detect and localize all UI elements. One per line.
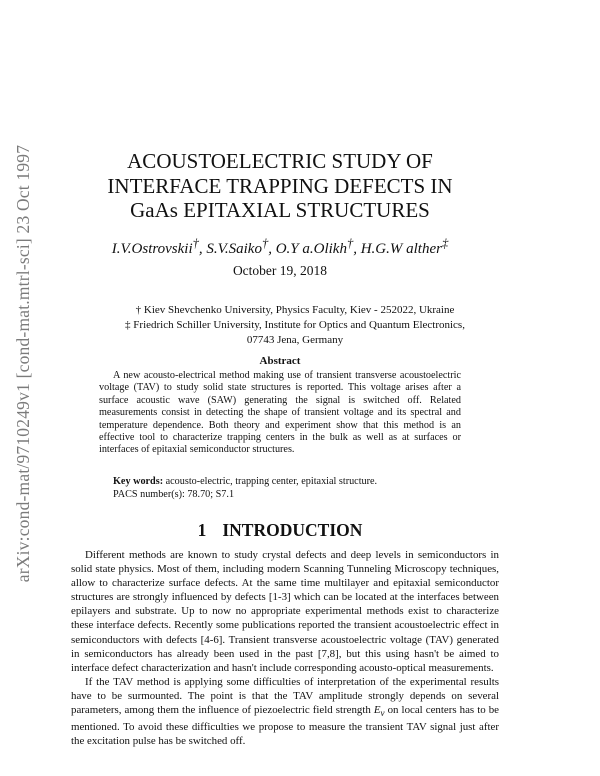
section-body bbox=[71, 548, 499, 748]
keywords-line bbox=[113, 476, 473, 488]
symbol-subscript: v bbox=[380, 708, 385, 719]
body-paragraph: Different methods are known to study crystal defects and deep levels in semiconductors in solid state physics. Most of them, including modern Scanning Tunneling Microscopy techniques, allow to characterize surface defects. At the same time multilayer and epitaxial semiconductor structures are strongly influenced by defects [1-3] which can be located at the interfaces between epilayers and substrate. Up to now no appropriate experimental methods exist to characterize these interface defects. Recently some publications reported the transient acoustoelectric effect in semiconductors with defects [4-6]. Transient transverse acoustoelectric voltage (TAV) generated in semiconductors has already been used in the past [7,8], but this using hasn't be aimed to interface defect characterization and hasn't include corresponding acousto-optical measurements. bbox=[71, 549, 499, 674]
title-line: ACOUSTOELECTRIC STUDY OF bbox=[127, 149, 433, 173]
section-heading bbox=[60, 520, 500, 541]
abstract-text: A new acousto-electrical method making use of transient transverse acoustoelectric voltage (TAV) to study solid state structures is reported. This voltage arises after a surface acoustic wave (SAW) generating the signal is switched off. Related measurements consist in detecting the shape of transient voltage and its spectral and temperature dependence. Both theory and experiment show that this method is an effective tool to characterize trapping centers in the bulk as well as at surfaces or interfaces of epitaxial semiconductor structures. bbox=[99, 370, 461, 456]
body-paragraph bbox=[71, 675, 499, 749]
author-separator: , bbox=[268, 241, 276, 257]
author-mark: † bbox=[346, 236, 354, 250]
field-strength-symbol bbox=[373, 704, 385, 719]
affiliation-line: 07743 Jena, Germany bbox=[246, 334, 344, 346]
title-line: GaAs EPITAXIAL STRUCTURES bbox=[130, 198, 430, 222]
affiliations bbox=[60, 303, 530, 348]
author-separator: , bbox=[353, 241, 361, 257]
arxiv-id: arXiv:cond-mat/9710249v1 [cond-mat.mtrl-sci] 23 Oct 1997 bbox=[13, 144, 34, 582]
paper-date: October 19, 2018 bbox=[232, 263, 328, 278]
section-number: 1 bbox=[197, 520, 207, 540]
author-name: S.V.Saiko bbox=[206, 241, 262, 257]
author-name: O.Y a.Olikh bbox=[275, 241, 347, 257]
author-mark: ‡ bbox=[441, 236, 449, 250]
affiliation-line: † Kiev Shevchenko University, Physics Faculty, Kiev - 252022, Ukraine bbox=[135, 304, 455, 316]
symbol-main: E bbox=[373, 704, 381, 717]
pacs-numbers: PACS number(s): 78.70; S7.1 bbox=[113, 489, 235, 500]
keywords-label: Key words: bbox=[113, 476, 164, 487]
arxiv-identifier-margin bbox=[12, 118, 36, 608]
author-name: H.G.W alther bbox=[360, 241, 442, 257]
paper-title bbox=[60, 149, 500, 223]
author-name: I.V.Ostrovskii bbox=[111, 241, 193, 257]
paragraph-text: on local centers has to be mentioned. To avoid these difficulties we propose to measure the transient TAV signal just after the excitation pulse has be switched off. bbox=[71, 704, 499, 748]
abstract-heading: Abstract bbox=[259, 355, 301, 367]
author-mark: † bbox=[261, 236, 269, 250]
author-separator: , bbox=[198, 241, 207, 257]
paragraph-text: If the TAV method is applying some difficulties of interpretation of the experimental results have to be surmounted. The point is that the TAV amplitude strongly depends on several parameters, among them the influence of piezoelectric field strength bbox=[71, 675, 499, 717]
keywords-value: acousto-electric, trapping center, epitaxial structure. bbox=[165, 476, 378, 487]
author-mark: † bbox=[192, 236, 199, 250]
affiliation-line: ‡ Friedrich Schiller University, Institute for Optics and Quantum Electronics, bbox=[125, 319, 465, 331]
section-title: INTRODUCTION bbox=[222, 520, 363, 540]
title-line: INTERFACE TRAPPING DEFECTS IN bbox=[107, 173, 453, 198]
author-list bbox=[60, 236, 500, 258]
